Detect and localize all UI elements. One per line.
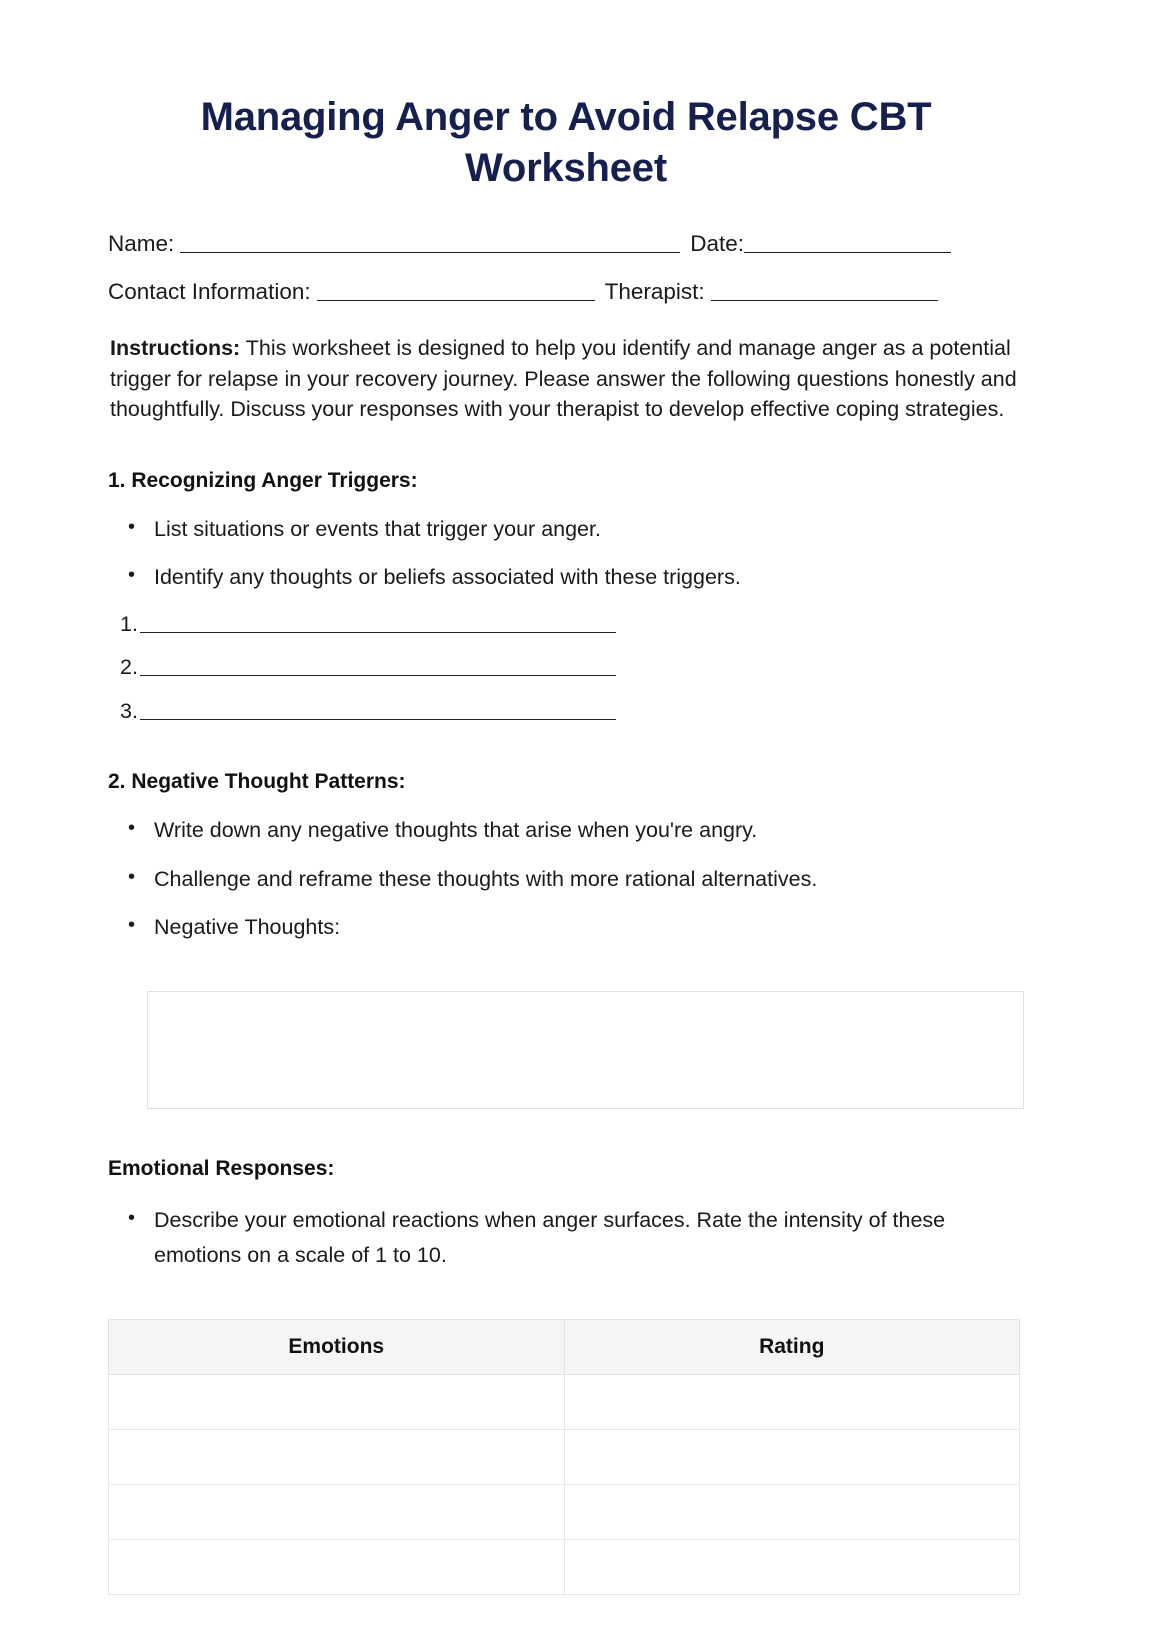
table-row <box>109 1429 1020 1484</box>
column-header-emotions: Emotions <box>109 1319 565 1374</box>
contact-therapist-field-row <box>108 280 1024 304</box>
table-row <box>109 1539 1020 1594</box>
contact-information-input-line[interactable] <box>317 280 595 301</box>
emotions-rating-table <box>108 1319 1020 1595</box>
section-heading-negative-thought-patterns: 2. Negative Thought Patterns: <box>108 770 406 794</box>
instructions-text: This worksheet is designed to help you identify and manage anger as a potential trigger for relapse in your recovery journey. Please answer the following questions honestly and thoughtfully. Discuss your responses with your therapist to develop effective coping strategies. <box>110 336 1017 422</box>
name-date-field-row <box>108 232 1024 256</box>
answer-line-3[interactable] <box>140 701 616 720</box>
therapist-label: Therapist: <box>604 278 705 304</box>
table-header <box>109 1319 1020 1374</box>
instructions-paragraph <box>108 333 1024 425</box>
list-item: • Identify any thoughts or beliefs associated with these triggers. <box>124 563 1024 591</box>
section-2-bullet-list <box>108 816 1024 941</box>
cell-emotion[interactable] <box>109 1374 565 1429</box>
table-row <box>109 1484 1020 1539</box>
cell-rating[interactable] <box>564 1539 1020 1594</box>
numbered-answer-line <box>120 657 1024 679</box>
table-row <box>109 1374 1020 1429</box>
cell-rating[interactable] <box>564 1374 1020 1429</box>
name-label: Name: <box>108 231 175 257</box>
table-header-row <box>109 1319 1020 1374</box>
document-content <box>108 0 1024 1595</box>
page-title: Managing Anger to Avoid Relapse CBT Worksheet <box>200 95 932 191</box>
list-item: • Describe your emotional reactions when anger surfaces. Rate the intensity of these emotions on a scale of 1 to 10. <box>124 1203 1024 1273</box>
cell-emotion[interactable] <box>109 1539 565 1594</box>
list-item: • Challenge and reframe these thoughts with more rational alternatives. <box>124 865 1024 893</box>
answer-line-2[interactable] <box>140 657 616 676</box>
instructions-label: Instructions: <box>110 336 241 361</box>
name-input-line[interactable] <box>180 232 680 253</box>
list-item: • Negative Thoughts: <box>124 913 1024 941</box>
answer-line-1[interactable] <box>140 614 616 633</box>
section-1-bullet-list <box>108 515 1024 592</box>
cell-rating[interactable] <box>564 1484 1020 1539</box>
cell-emotion[interactable] <box>109 1429 565 1484</box>
date-label: Date: <box>690 231 745 257</box>
table-body <box>109 1374 1020 1594</box>
list-item: • List situations or events that trigger your anger. <box>124 515 1024 543</box>
cell-emotion[interactable] <box>109 1484 565 1539</box>
list-item: • Write down any negative thoughts that arise when you're angry. <box>124 816 1024 844</box>
anger-trigger-answer-lines <box>108 611 1024 723</box>
line-number: 2. <box>120 655 138 680</box>
negative-thoughts-textarea[interactable] <box>147 991 1024 1109</box>
cell-rating[interactable] <box>564 1429 1020 1484</box>
section-heading-emotional-responses: Emotional Responses: <box>108 1157 335 1181</box>
therapist-input-line[interactable] <box>711 280 938 301</box>
column-header-rating: Rating <box>564 1319 1020 1374</box>
contact-information-label: Contact Information: <box>108 278 311 304</box>
line-number: 3. <box>120 698 138 723</box>
section-heading-recognizing-anger-triggers: 1. Recognizing Anger Triggers: <box>108 468 418 492</box>
date-input-line[interactable] <box>744 232 951 253</box>
numbered-answer-line <box>120 698 1024 723</box>
numbered-answer-line <box>120 611 1024 636</box>
emotional-responses-bullet-list <box>108 1203 1024 1273</box>
line-number: 1. <box>120 611 138 636</box>
